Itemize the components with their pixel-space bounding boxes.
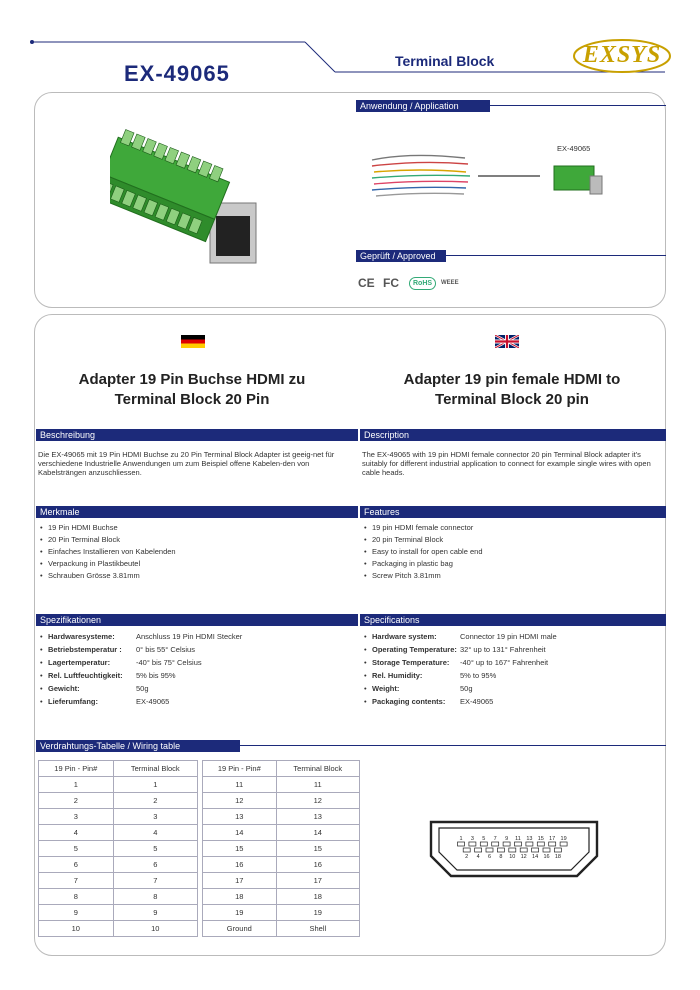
spec-key: • Operating Temperature: xyxy=(364,643,460,656)
table-row xyxy=(203,809,360,825)
pin-contact xyxy=(537,842,544,846)
pin-label: 10 xyxy=(509,854,516,860)
spec-value: EX-49065 xyxy=(136,697,170,706)
spec-value: 50g xyxy=(136,684,149,693)
table-cell: 7 xyxy=(113,873,197,889)
product-code: EX-49065 xyxy=(124,61,230,86)
table-cell: 10 xyxy=(39,921,114,937)
de-features-list xyxy=(40,522,176,582)
table-cell: 2 xyxy=(39,793,114,809)
spec-value: -40° bis 75° Celsius xyxy=(136,658,202,667)
table-row xyxy=(203,889,360,905)
table-row xyxy=(39,905,198,921)
spec-key: • Hardwaresysteme: xyxy=(40,630,136,643)
table-row xyxy=(203,857,360,873)
spec-value: 50g xyxy=(460,684,473,693)
pin-contact xyxy=(554,848,561,852)
table-row xyxy=(39,857,198,873)
de-title: Adapter 19 Pin Buchse HDMI zu Terminal Block 20 Pin xyxy=(78,371,306,408)
pin-label: 1 xyxy=(459,836,463,842)
uk-flag-icon xyxy=(495,335,519,348)
wiring-heading: Verdrahtungs-Tabelle / Wiring table xyxy=(36,740,240,752)
table-cell: 2 xyxy=(113,793,197,809)
en-title: Adapter 19 pin female HDMI to Terminal Block 20 pin xyxy=(403,371,621,408)
de-specs xyxy=(40,630,242,708)
pin-label: 17 xyxy=(549,836,556,842)
pin-contact xyxy=(497,848,504,852)
table-cell: 8 xyxy=(39,889,114,905)
logo-text: EXSYS xyxy=(582,42,662,68)
wiring-table-right xyxy=(202,760,360,937)
table-cell: 4 xyxy=(113,825,197,841)
pin-label: 3 xyxy=(470,836,474,842)
list-item: • Packaging in plastic bag xyxy=(364,558,483,570)
table-cell: 3 xyxy=(113,809,197,825)
pin-contact xyxy=(463,848,470,852)
list-item: • 19 Pin HDMI Buchse xyxy=(40,522,176,534)
spec-key: • Hardware system: xyxy=(364,630,460,643)
list-item: • 20 pin Terminal Block xyxy=(364,534,483,546)
table-cell: 12 xyxy=(203,793,277,809)
spec-value: EX-49065 xyxy=(460,697,494,706)
exsys-logo xyxy=(572,38,672,74)
spec-value: 0° bis 55° Celsius xyxy=(136,645,195,654)
spec-key: • Betriebstemperatur : xyxy=(40,643,136,656)
pin-label: 12 xyxy=(520,854,527,860)
pin-contact xyxy=(503,842,510,846)
table-cell: Ground xyxy=(203,921,277,937)
pin-contact xyxy=(475,848,482,852)
pin-contact xyxy=(469,842,476,846)
application-heading: Anwendung / Application xyxy=(356,100,490,112)
en-features-list xyxy=(364,522,483,582)
pin-label: 11 xyxy=(515,836,521,842)
pin-contact xyxy=(526,842,533,846)
pin-contact xyxy=(549,842,556,846)
german-flag-icon xyxy=(181,335,205,348)
table-cell: 17 xyxy=(276,873,359,889)
spec-key: • Gewicht: xyxy=(40,682,136,695)
table-cell: 15 xyxy=(203,841,277,857)
pin-label: 16 xyxy=(543,854,550,860)
en-specs xyxy=(364,630,557,708)
table-cell: 16 xyxy=(276,857,359,873)
table-row xyxy=(203,873,360,889)
application-rule xyxy=(490,105,666,106)
ce-mark: CE xyxy=(358,276,375,290)
list-item: • 19 pin HDMI female connector xyxy=(364,522,483,534)
pin-label: 14 xyxy=(532,854,539,860)
spec-value: Anschluss 19 Pin HDMI Stecker xyxy=(136,632,243,641)
table-row xyxy=(39,809,198,825)
table-cell: 19 xyxy=(276,905,359,921)
pin-contact xyxy=(492,842,499,846)
table-row xyxy=(39,873,198,889)
table-cell: 6 xyxy=(39,857,114,873)
application-diagram xyxy=(370,150,620,210)
wiring-table-left xyxy=(38,760,198,937)
spec-key: • Weight: xyxy=(364,682,460,695)
table-row xyxy=(39,889,198,905)
spec-key: • Rel. Luftfeuchtigkeit: xyxy=(40,669,136,682)
table-cell: 11 xyxy=(203,777,277,793)
en-specs-heading: Specifications xyxy=(360,614,666,626)
table-cell: 5 xyxy=(113,841,197,857)
table-cell: 6 xyxy=(113,857,197,873)
table-cell: 12 xyxy=(276,793,359,809)
pin-contact xyxy=(458,842,465,846)
de-features-heading: Merkmale xyxy=(36,506,358,518)
table-cell: 3 xyxy=(39,809,114,825)
table-cell: 13 xyxy=(276,809,359,825)
table-cell: 7 xyxy=(39,873,114,889)
table-cell: 5 xyxy=(39,841,114,857)
list-item: • Einfaches Installieren von Kabelenden xyxy=(40,546,176,558)
pin-label: 15 xyxy=(537,836,544,842)
pin-contact xyxy=(480,842,487,846)
col-header: 19 Pin - Pin# xyxy=(39,761,114,777)
list-item: • Schrauben Grösse 3.81mm xyxy=(40,570,176,582)
table-cell: 13 xyxy=(203,809,277,825)
pin-contact xyxy=(520,848,527,852)
weee-mark: WEEE xyxy=(441,280,459,286)
en-features-heading: Features xyxy=(360,506,666,518)
fcc-mark: FC xyxy=(383,276,399,290)
spec-value: 5% bis 95% xyxy=(136,671,176,680)
table-row xyxy=(203,777,360,793)
table-row xyxy=(39,793,198,809)
spec-key: • Lagertemperatur: xyxy=(40,656,136,669)
table-row xyxy=(203,793,360,809)
table-cell: 15 xyxy=(276,841,359,857)
list-item: • Easy to install for open cable end xyxy=(364,546,483,558)
table-row xyxy=(203,841,360,857)
hdmi-connector-diagram xyxy=(425,818,603,880)
en-description: The EX-49065 with 19 pin HDMI female connector 20 pin Terminal Block adapter it's suitably for different industrial application to connect for example single wires with open cable heads. xyxy=(362,450,651,477)
table-cell: 16 xyxy=(203,857,277,873)
product-image xyxy=(110,118,280,268)
pin-label: 9 xyxy=(505,836,509,842)
table-cell: 1 xyxy=(113,777,197,793)
table-cell: 18 xyxy=(276,889,359,905)
list-item: • Screw Pitch 3.81mm xyxy=(364,570,483,582)
table-cell: 18 xyxy=(203,889,277,905)
wiring-rule xyxy=(240,745,666,746)
spec-value: Connector 19 pin HDMI male xyxy=(460,632,557,641)
table-row xyxy=(203,921,360,937)
approved-rule xyxy=(446,255,666,256)
table-cell: 8 xyxy=(113,889,197,905)
pin-contact xyxy=(486,848,493,852)
pin-label: 2 xyxy=(465,854,469,860)
pin-contact xyxy=(509,848,516,852)
application-device-label: EX-49065 xyxy=(557,144,591,153)
pin-contact xyxy=(532,848,539,852)
de-desc-heading: Beschreibung xyxy=(36,429,358,441)
table-row xyxy=(203,825,360,841)
pin-label: 18 xyxy=(554,854,561,860)
pin-label: 8 xyxy=(499,854,503,860)
table-cell: 1 xyxy=(39,777,114,793)
table-row xyxy=(203,905,360,921)
table-cell: 11 xyxy=(276,777,359,793)
de-description: Die EX-49065 mit 19 Pin HDMI Buchse zu 20 Pin Terminal Block Adapter ist geeig-net für verschiedene Industrielle Anwendungen um zum Beispiel offene Kabelen-den von Kabelsträngen anzuschliessen. xyxy=(38,450,335,477)
table-row xyxy=(39,825,198,841)
list-item: • 20 Pin Terminal Block xyxy=(40,534,176,546)
table-cell: 19 xyxy=(203,905,277,921)
pin-label: 5 xyxy=(482,836,486,842)
pin-label: 4 xyxy=(476,854,480,860)
table-cell: 9 xyxy=(39,905,114,921)
col-header: Terminal Block xyxy=(113,761,197,777)
spec-key: • Storage Temperature: xyxy=(364,656,460,669)
spec-value: -40° up to 167° Fahrenheit xyxy=(460,658,549,667)
pin-label: 13 xyxy=(526,836,533,842)
spec-key: • Rel. Humidity: xyxy=(364,669,460,682)
table-cell: 9 xyxy=(113,905,197,921)
table-cell: 4 xyxy=(39,825,114,841)
spec-key: • Lieferumfang: xyxy=(40,695,136,708)
spec-value: 32° up to 131° Fahrenheit xyxy=(460,645,546,654)
en-desc-heading: Description xyxy=(360,429,666,441)
col-header: Terminal Block xyxy=(276,761,359,777)
de-specs-heading: Spezifikationen xyxy=(36,614,358,626)
col-header: 19 Pin - Pin# xyxy=(203,761,277,777)
table-row xyxy=(39,777,198,793)
spec-key: • Packaging contents: xyxy=(364,695,460,708)
pin-label: 6 xyxy=(487,854,492,860)
pin-contact xyxy=(543,848,550,852)
table-row xyxy=(39,841,198,857)
spec-value: 5% to 95% xyxy=(460,671,497,680)
pin-contact xyxy=(560,842,567,846)
rohs-mark: RoHS xyxy=(409,277,436,290)
list-item: • Verpackung in Plastikbeutel xyxy=(40,558,176,570)
table-row xyxy=(39,921,198,937)
table-cell: 14 xyxy=(203,825,277,841)
table-cell: 10 xyxy=(113,921,197,937)
pin-label: 7 xyxy=(493,836,497,842)
approved-heading: Geprüft / Approved xyxy=(356,250,446,262)
table-cell: 14 xyxy=(276,825,359,841)
category-title: Terminal Block xyxy=(395,53,495,69)
pin-label: 19 xyxy=(560,836,567,842)
table-cell: 17 xyxy=(203,873,277,889)
table-cell: Shell xyxy=(276,921,359,937)
pin-contact xyxy=(515,842,522,846)
